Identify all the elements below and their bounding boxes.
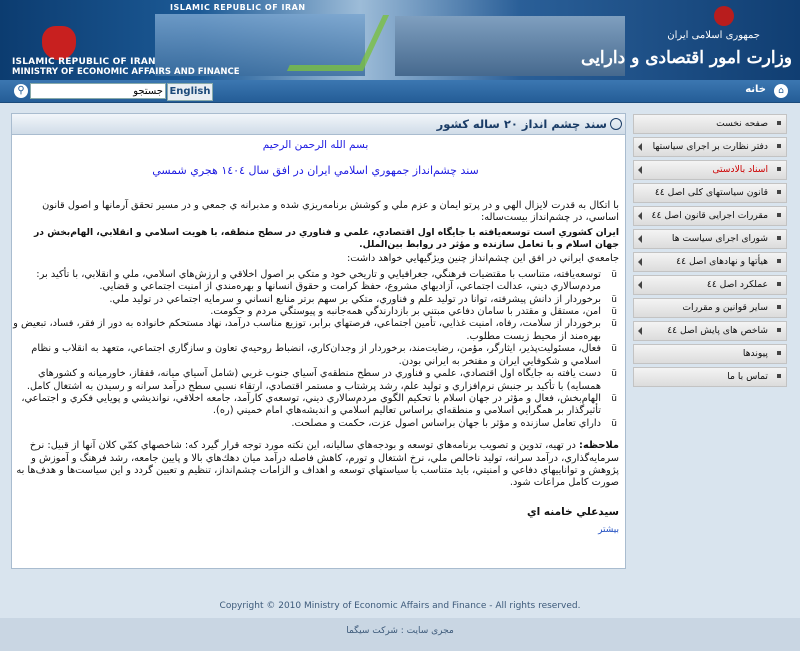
list-item: ü برخوردار از دانش پيشرفته، توانا در توليد علم و فناوري، متكي بر سهم برتر منابع انساني و سرمايه اجتماعي در توليد ملي. (12, 294, 619, 306)
list-item: ü توسعه‌يافته، متناسب با مقتضيات فرهنگي، جغرافيايي و تاريخي خود و متكي بر اصول اخلاقي و ارزش‌هاي اسلامي، ملي و انقلابي، با تأكيد بر: مردم‌سالاري ديني، عدالت اجتماعي، آزاديهاي مشروع، حفظ كرامت و حقوق انسانها و بهره‌مندي از امنيت اجتماعي و قضايي. (12, 269, 619, 294)
panel-title: سند چشم انداز ۲۰ ساله کشور (436, 117, 607, 131)
list-item: ü دست يافته به جايگاه اول اقتصادي، علمي و فناوري در سطح منطقه‌ي آسياي جنوب غربي (شامل آسياي ميانه، قفقاز، خاورميانه و كشورهاي همسايه) با تأكيد بر جنبش نرم‌افزاري و توليد علم، رشد پرشتاب و مستمر اقتصادي، ارتقاء نسبي سطح درآمد سرانه و رسيدن به اشتغال كامل. (12, 368, 619, 393)
list-item: ü داراي تعامل سازنده و مؤثر با جهان براساس اصول عزت، حكمت و مصلحت. (12, 418, 619, 430)
bullet-icon (777, 121, 781, 125)
banner-caption: ISLAMIC REPUBLIC OF IRAN (170, 3, 306, 12)
sidebar-item-label: هیأتها و نهادهای اصل ٤٤ (676, 256, 768, 267)
bullet-icon (777, 351, 781, 355)
features-list (12, 269, 619, 430)
sidebar-item-label: تماس با ما (727, 371, 768, 382)
sidebar-item-contact[interactable] (633, 367, 787, 387)
bullet-icon (777, 213, 781, 217)
article-body (12, 139, 625, 537)
content-panel (11, 113, 626, 569)
chevron-left-icon (638, 235, 642, 243)
list-item: ü الهام‌بخش، فعال و مؤثر در جهان اسلام با تحكيم الگوي مردم‌سالاري ديني، توسعه‌ي كارآمد، جامعه اخلاقي، نوانديشي و پويايي فكري و اجتماعي، تأثيرگذار بر همگرايي اسلامي و منطقه‌اي براساس تعاليم اسلامي و انديشه‌هاي امام خميني (ره). (12, 393, 619, 418)
more-link[interactable]: بيشتر (598, 525, 619, 536)
sidebar-item-links[interactable] (633, 344, 787, 364)
search-input[interactable] (30, 83, 166, 99)
bullet-icon (777, 259, 781, 263)
bismillah: بسم الله الرحمن الرحيم (262, 139, 369, 151)
list-item: ü فعال، مسئوليت‌پذير، ايثارگر، مؤمن، رضايت‌مند، برخوردار از وجدان‌كاري، انضباط روحيه‌ي تعاون و سازگاري اجتماعي، متعهد به انقلاب و نظام اسلامي و شكوفايي ايران و مفتخر به ايراني بودن. (12, 343, 619, 368)
copyright-footer: Copyright © 2010 Ministry of Economic Affairs and Finance - All rights reserved. (219, 601, 581, 611)
home-link[interactable]: خانه (745, 84, 766, 95)
site-credit: مجری سایت : شرکت سیگما (0, 618, 800, 651)
header-english-country: ISLAMIC REPUBLIC OF IRAN (12, 57, 156, 67)
sidebar-item-label: پیوندها (742, 348, 768, 359)
chevron-left-icon (638, 281, 642, 289)
sidebar-item-label: مقررات اجرایی قانون اصل ٤٤ (651, 210, 768, 221)
list-item: ü برخوردار از سلامت، رفاه، امنيت غذايي، تأمين اجتماعي، فرصتهاي برابر، توزيع مناسب درآمد، نهاد مستحكم خانواده به دور از فقر، فساد، تبعيض و بهره‌مند از محيط زيست مطلوب. (12, 318, 619, 343)
sidebar-item-boards[interactable] (633, 252, 787, 272)
sidebar-item-label: صفحه نخست (716, 118, 768, 129)
header-english-ministry: MINISTRY OF ECONOMIC AFFAIRS AND FINANCE (12, 67, 240, 77)
chevron-left-icon (638, 166, 642, 174)
list-item: ü امن، مستقل و مقتدر با سامان دفاعي مبتني بر بازدارندگي همه‌جانبه و پيوستگي مردم و حكومت. (12, 306, 619, 318)
chevron-left-icon (638, 212, 642, 220)
sidebar-item-label: اسناد بالادستی (712, 164, 768, 175)
sidebar-item-home[interactable] (633, 114, 787, 134)
home-icon[interactable]: ⌂ (774, 84, 788, 98)
sidebar-item-label: شاخص های پایش اصل ٤٤ (667, 325, 768, 336)
iran-emblem-small-icon (714, 6, 734, 26)
bullet-icon (777, 190, 781, 194)
intro-paragraph: با اتكال به قدرت لايزال الهي و در پرتو ايمان و عزم ملي و كوشش برنامه‌ريزي شده و مدبرانه ي جمعي و در مسير تحقق آرمانها و اصول قانون اساسي، در چشم‌انداز بيست‌ساله: (42, 199, 619, 224)
sidebar-item-monitoring-indicators[interactable] (633, 321, 787, 341)
header-persian-country: جمهوری اسلامی ایران (667, 30, 760, 41)
search-icon[interactable]: ⚲ (14, 84, 28, 98)
sidebar-item-label: قانون سیاستهای کلی اصل ٤٤ (654, 187, 768, 198)
bullet-icon (777, 236, 781, 240)
note-text: در تهيه، تدوين و تصويب برنامه‌هاي توسعه و بودجه‌هاي ساليانه، اين نكته مورد توجه قرار گيرد كه: شاخصهاي كمّي كلان آنها از قبيل: نرخ سرمايه‌گذاري، درآمد سرانه، توليد ناخالص ملي، نرخ اشتغال و تورم، كاهش فاصله درآمد ميان دهك‌هاي بالا و پايين جامعه، رشد فرهنگ و آموزش و پژوهش و تواناييهاي دفاعي و امنيتي، بايد متناسب با سياستهاي توسعه و اهداف و الزامات چشم‌انداز، تنظيم و تعيين گردد و اين سياست‌ها و هدف‌ها به صورت كامل مراعات شود. (16, 440, 619, 489)
english-language-button[interactable]: English (167, 83, 213, 101)
chevron-left-icon (638, 258, 642, 266)
site-header (0, 0, 800, 80)
bullet-icon (777, 167, 781, 171)
bullet-icon (777, 305, 781, 309)
panel-header-icon (610, 118, 622, 130)
chevron-left-icon (638, 327, 642, 335)
bullet-icon (777, 328, 781, 332)
sidebar-item-label: دفتر نظارت بر اجرای سیاستها (652, 141, 768, 152)
sidebar-menu (633, 114, 787, 390)
sidebar-item-article44-law[interactable] (633, 183, 787, 203)
sidebar-item-label: شورای اجرای سیاست ها (671, 233, 768, 244)
sidebar-item-policy-council[interactable] (633, 229, 787, 249)
vision-statement: ايران كشوري است توسعه‌يافته با جايگاه اول اقتصادي، علمي و فناوري در سطح منطقه، با هويت اسلامي و انقلابي، الهام‌بخش در جهان اسلام و با تعامل سازنده و مؤثر در روابط بين‌الملل. (34, 226, 619, 251)
sidebar-item-policy-supervision[interactable] (633, 137, 787, 157)
sidebar-item-label: سایر قوانین و مقررات (682, 302, 768, 313)
article-subtitle: سند چشم‌انداز جمهوري اسلامي ايران در افق سال ١٤٠٤ هجري شمسي (152, 164, 479, 178)
bullet-icon (777, 282, 781, 286)
note-paragraph (12, 440, 619, 490)
panel-header (12, 114, 625, 135)
toolbar (0, 80, 800, 103)
chevron-left-icon (638, 143, 642, 151)
bullet-icon (777, 144, 781, 148)
features-intro: جامعه‌ي ايراني در افق اين چشم‌انداز چنين ويژگيهايي خواهد داشت: (346, 253, 619, 265)
note-label: ملاحظه: (579, 440, 619, 452)
sidebar-item-upstream-documents[interactable] (633, 160, 787, 180)
sidebar-item-label: عملکرد اصل ٤٤ (706, 279, 768, 290)
sidebar-item-performance[interactable] (633, 275, 787, 295)
sidebar-item-other-laws[interactable] (633, 298, 787, 318)
sidebar-item-executive-regulations[interactable] (633, 206, 787, 226)
header-persian-ministry: وزارت امور اقتصادی و دارایی (581, 48, 792, 68)
bullet-icon (777, 374, 781, 378)
signature: سيدعلي خامنه اي (527, 505, 619, 518)
iran-emblem-icon (42, 26, 76, 60)
